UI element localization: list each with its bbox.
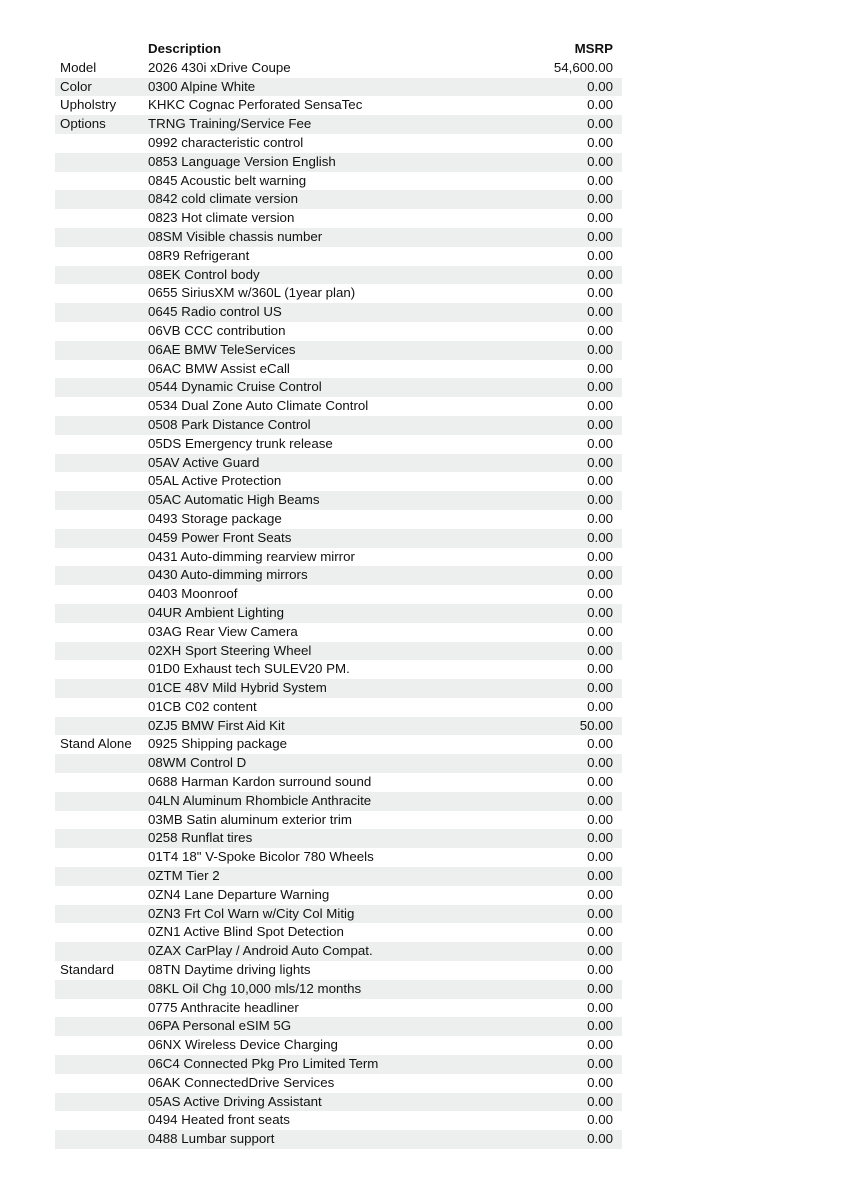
msrp-value: 0.00 (587, 510, 613, 526)
option-description: 0ZTM Tier 2 (148, 868, 220, 884)
table-row (55, 435, 622, 454)
option-description: 0655 SiriusXM w/360L (1year plan) (148, 285, 356, 301)
option-description: 06PA Personal eSIM 5G (148, 1018, 292, 1034)
table-row (55, 980, 622, 999)
msrp-value: 0.00 (587, 849, 613, 865)
option-description: 01CE 48V Mild Hybrid System (148, 680, 327, 696)
option-description: 05DS Emergency trunk release (148, 435, 333, 451)
table-row (55, 360, 622, 379)
table-row (55, 472, 622, 491)
table-row (55, 604, 622, 623)
table-row (55, 717, 622, 736)
table-row (55, 510, 622, 529)
table-row (55, 623, 622, 642)
msrp-value: 0.00 (587, 924, 613, 940)
table-row (55, 341, 622, 360)
msrp-value: 0.00 (587, 1037, 613, 1053)
option-description: 0ZN1 Active Blind Spot Detection (148, 924, 344, 940)
msrp-value: 0.00 (587, 1018, 613, 1034)
table-row (55, 1130, 622, 1149)
option-description: KHKC Cognac Perforated SensaTec (148, 97, 363, 113)
category-label: Model (60, 59, 97, 75)
option-description: 0775 Anthracite headliner (148, 999, 299, 1015)
table-row (55, 848, 622, 867)
msrp-value: 0.00 (587, 529, 613, 545)
msrp-value: 0.00 (587, 304, 613, 320)
option-description: 0645 Radio control US (148, 304, 282, 320)
msrp-value: 0.00 (587, 661, 613, 677)
msrp-value: 0.00 (587, 830, 613, 846)
table-row (55, 209, 622, 228)
option-description: 0ZN4 Lane Departure Warning (148, 886, 330, 902)
msrp-value: 0.00 (587, 680, 613, 696)
table-row (55, 923, 622, 942)
option-description: 04UR Ambient Lighting (148, 604, 285, 620)
option-description: 05AS Active Driving Assistant (148, 1093, 322, 1109)
option-description: 08WM Control D (148, 755, 247, 771)
table-row (55, 397, 622, 416)
option-description: 0403 Moonroof (148, 586, 238, 602)
msrp-value: 0.00 (587, 604, 613, 620)
option-description: 01D0 Exhaust tech SULEV20 PM. (148, 661, 350, 677)
msrp-value: 0.00 (587, 792, 613, 808)
option-description: 06C4 Connected Pkg Pro Limited Term (148, 1056, 379, 1072)
table-row (55, 548, 622, 567)
option-description: 0431 Auto-dimming rearview mirror (148, 548, 355, 564)
table-row (55, 1017, 622, 1036)
category-label: Options (60, 116, 106, 132)
option-description: 05AV Active Guard (148, 454, 260, 470)
option-description: 08KL Oil Chg 10,000 mls/12 months (148, 980, 362, 996)
msrp-value: 0.00 (587, 567, 613, 583)
option-description: 0430 Auto-dimming mirrors (148, 567, 308, 583)
table-row (55, 999, 622, 1018)
option-description: 0ZN3 Frt Col Warn w/City Col Mitig (148, 905, 355, 921)
msrp-value: 0.00 (587, 962, 613, 978)
table-row (55, 322, 622, 341)
table-row (55, 1036, 622, 1055)
msrp-value: 0.00 (587, 736, 613, 752)
table-row (55, 115, 622, 134)
table-row (55, 1093, 622, 1112)
table-row (55, 303, 622, 322)
option-description: 08SM Visible chassis number (148, 228, 323, 244)
msrp-value: 0.00 (587, 492, 613, 508)
msrp-value: 0.00 (587, 774, 613, 790)
msrp-value: 0.00 (587, 153, 613, 169)
option-description: 0508 Park Distance Control (148, 416, 311, 432)
msrp-value: 0.00 (587, 341, 613, 357)
table-row (55, 1074, 622, 1093)
table-row (55, 585, 622, 604)
table-row (55, 172, 622, 191)
option-description: 0992 characteristic control (148, 134, 304, 150)
table-row (55, 491, 622, 510)
msrp-value: 50.00 (579, 717, 613, 733)
table-row (55, 942, 622, 961)
option-description: 08EK Control body (148, 266, 260, 282)
table-row (55, 811, 622, 830)
msrp-value: 0.00 (587, 1093, 613, 1109)
option-description: 06AK ConnectedDrive Services (148, 1074, 335, 1090)
option-description: 06AC BMW Assist eCall (148, 360, 290, 376)
option-description: 0300 Alpine White (148, 78, 256, 94)
option-description: 01T4 18" V-Spoke Bicolor 780 Wheels (148, 849, 374, 865)
msrp-value: 0.00 (587, 698, 613, 714)
table-row (55, 1111, 622, 1130)
option-description: 06NX Wireless Device Charging (148, 1037, 338, 1053)
msrp-value: 0.00 (587, 811, 613, 827)
table-row (55, 698, 622, 717)
option-description: 0823 Hot climate version (148, 210, 295, 226)
msrp-value: 0.00 (587, 623, 613, 639)
msrp-value: 0.00 (587, 247, 613, 263)
table-row (55, 96, 622, 115)
table-row (55, 792, 622, 811)
msrp-value: 0.00 (587, 1056, 613, 1072)
msrp-value: 0.00 (587, 228, 613, 244)
msrp-value: 0.00 (587, 943, 613, 959)
option-description: 0534 Dual Zone Auto Climate Control (148, 398, 369, 414)
table-row (55, 905, 622, 924)
category-label: Color (60, 78, 92, 94)
option-description: 0488 Lumbar support (148, 1131, 275, 1147)
table-body (55, 59, 622, 1149)
msrp-value: 0.00 (587, 379, 613, 395)
option-description: 04LN Aluminum Rhombicle Anthracite (148, 792, 372, 808)
msrp-value: 0.00 (587, 435, 613, 451)
option-description: 0459 Power Front Seats (148, 529, 292, 545)
option-description: 02XH Sport Steering Wheel (148, 642, 312, 658)
table-row (55, 378, 622, 397)
table-row (55, 153, 622, 172)
msrp-value: 0.00 (587, 586, 613, 602)
option-description: TRNG Training/Service Fee (148, 116, 312, 132)
msrp-value: 0.00 (587, 454, 613, 470)
msrp-value: 0.00 (587, 886, 613, 902)
msrp-value: 0.00 (587, 172, 613, 188)
table-row (55, 566, 622, 585)
msrp-value: 0.00 (587, 755, 613, 771)
option-description: 08TN Daytime driving lights (148, 962, 311, 978)
msrp-value: 0.00 (587, 642, 613, 658)
msrp-value: 0.00 (587, 868, 613, 884)
table-row (55, 266, 622, 285)
category-label: Upholstry (60, 97, 117, 113)
table-row (55, 773, 622, 792)
table-row (55, 735, 622, 754)
msrp-value: 0.00 (587, 322, 613, 338)
msrp-value: 0.00 (587, 210, 613, 226)
option-description: 05AL Active Protection (148, 473, 282, 489)
msrp-value: 0.00 (587, 285, 613, 301)
table-row (55, 284, 622, 303)
header-msrp: MSRP (574, 41, 613, 56)
table-row (55, 247, 622, 266)
option-description: 06AE BMW TeleServices (148, 341, 296, 357)
option-description: 0925 Shipping package (148, 736, 287, 752)
table-row (55, 59, 622, 78)
option-description: 08R9 Refrigerant (148, 247, 250, 263)
option-description: 0688 Harman Kardon surround sound (148, 774, 372, 790)
option-description: 0842 cold climate version (148, 191, 299, 207)
option-description: 0ZAX CarPlay / Android Auto Compat. (148, 943, 373, 959)
option-description: 2026 430i xDrive Coupe (148, 59, 291, 75)
option-description: 03MB Satin aluminum exterior trim (148, 811, 352, 827)
option-description: 06VB CCC contribution (148, 322, 286, 338)
option-description: 0493 Storage package (148, 510, 282, 526)
table-row (55, 867, 622, 886)
table-row (55, 78, 622, 97)
msrp-value: 0.00 (587, 473, 613, 489)
option-description: 0544 Dynamic Cruise Control (148, 379, 322, 395)
table-row (55, 886, 622, 905)
msrp-value: 0.00 (587, 980, 613, 996)
option-description: 0845 Acoustic belt warning (148, 172, 307, 188)
option-description: 0494 Heated front seats (148, 1112, 290, 1128)
category-label: Standard (60, 962, 114, 978)
table-row (55, 228, 622, 247)
table-row (55, 754, 622, 773)
msrp-value: 0.00 (587, 1074, 613, 1090)
table-row (55, 1055, 622, 1074)
table-row (55, 829, 622, 848)
option-description: 01CB C02 content (148, 698, 257, 714)
option-description: 0258 Runflat tires (148, 830, 253, 846)
table-header-row (55, 40, 622, 59)
table-row (55, 660, 622, 679)
msrp-value: 0.00 (587, 398, 613, 414)
category-label: Stand Alone (60, 736, 132, 752)
option-description: 03AG Rear View Camera (148, 623, 298, 639)
table-row (55, 416, 622, 435)
table-row (55, 961, 622, 980)
option-description: 0853 Language Version English (148, 153, 336, 169)
table-row (55, 679, 622, 698)
msrp-value: 0.00 (587, 416, 613, 432)
msrp-value: 0.00 (587, 97, 613, 113)
msrp-value: 0.00 (587, 905, 613, 921)
price-sheet (55, 40, 622, 1149)
msrp-value: 0.00 (587, 116, 613, 132)
msrp-value: 0.00 (587, 1112, 613, 1128)
table-row (55, 454, 622, 473)
table-row (55, 190, 622, 209)
table-row (55, 642, 622, 661)
msrp-value: 0.00 (587, 134, 613, 150)
header-description: Description (148, 41, 222, 56)
msrp-value: 0.00 (587, 548, 613, 564)
msrp-value: 0.00 (587, 999, 613, 1015)
table-row (55, 529, 622, 548)
option-description: 0ZJ5 BMW First Aid Kit (148, 717, 285, 733)
option-description: 05AC Automatic High Beams (148, 492, 320, 508)
msrp-value: 0.00 (587, 266, 613, 282)
msrp-value: 54,600.00 (553, 59, 613, 75)
msrp-value: 0.00 (587, 360, 613, 376)
msrp-value: 0.00 (587, 78, 613, 94)
msrp-value: 0.00 (587, 191, 613, 207)
table-row (55, 134, 622, 153)
msrp-value: 0.00 (587, 1131, 613, 1147)
